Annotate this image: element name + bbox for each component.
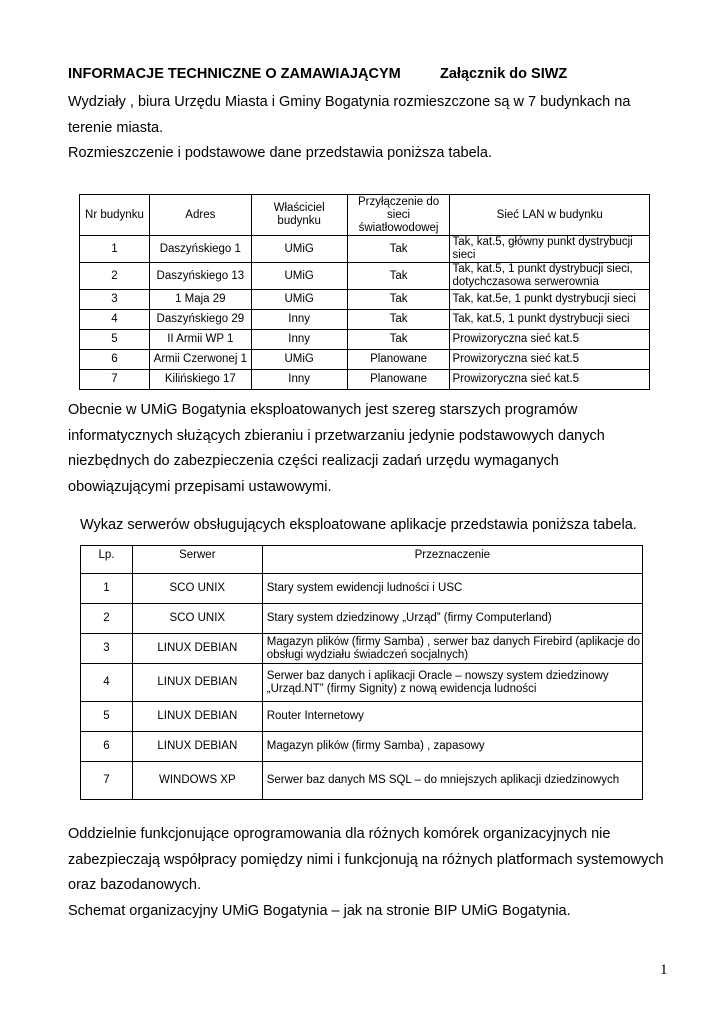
table-row bbox=[81, 574, 643, 604]
column-header: Przeznaczenie bbox=[262, 546, 642, 574]
table-header-row bbox=[81, 546, 643, 574]
table-cell: 5 bbox=[80, 330, 150, 350]
table-cell: Planowane bbox=[347, 370, 450, 390]
table-cell: Inny bbox=[251, 330, 347, 350]
table-cell: Kilińskiego 17 bbox=[149, 370, 251, 390]
closing-line: Oddzielnie funkcjonujące oprogramowania dla różnych komórek organizacyjnych nie bbox=[68, 826, 611, 842]
table-cell: LINUX DEBIAN bbox=[132, 732, 262, 762]
table-cell: Tak bbox=[347, 310, 450, 330]
software-line: niezbędnych do zabezpieczenia części realizacji zadań urzędu wymaganych bbox=[68, 453, 559, 469]
closing-line: oraz bazodanowych. bbox=[68, 877, 201, 893]
servers-intro: Wykaz serwerów obsługujących eksploatowane aplikacje przedstawia poniższa tabela. bbox=[80, 517, 637, 533]
table-cell: Tak bbox=[347, 290, 450, 310]
buildings-table bbox=[79, 194, 650, 390]
table-cell: 7 bbox=[80, 370, 150, 390]
table-cell: Prowizoryczna sieć kat.5 bbox=[450, 370, 650, 390]
table-cell: 4 bbox=[80, 310, 150, 330]
column-header: Właściciel budynku bbox=[251, 195, 347, 236]
table-row bbox=[81, 702, 643, 732]
table-cell: Daszyńskiego 13 bbox=[149, 263, 251, 290]
table-row bbox=[81, 762, 643, 800]
table-cell: Tak, kat.5, 1 punkt dystrybucji sieci bbox=[450, 310, 650, 330]
table-row bbox=[80, 350, 650, 370]
table-cell: SCO UNIX bbox=[132, 574, 262, 604]
column-header: Adres bbox=[149, 195, 251, 236]
table-cell: 3 bbox=[81, 634, 133, 664]
table-cell: LINUX DEBIAN bbox=[132, 634, 262, 664]
table-header-row bbox=[80, 195, 650, 236]
table-cell: Inny bbox=[251, 310, 347, 330]
table-cell: UMiG bbox=[251, 263, 347, 290]
table-cell: 2 bbox=[81, 604, 133, 634]
table-cell: UMiG bbox=[251, 290, 347, 310]
table-cell: Prowizoryczna sieć kat.5 bbox=[450, 330, 650, 350]
table-cell: Tak, kat.5e, 1 punkt dystrybucji sieci bbox=[450, 290, 650, 310]
document-title: INFORMACJE TECHNICZNE O ZAMAWIAJĄCYM bbox=[68, 66, 401, 82]
table-row bbox=[80, 263, 650, 290]
table-cell: LINUX DEBIAN bbox=[132, 664, 262, 702]
table-cell: 7 bbox=[81, 762, 133, 800]
table-cell: 6 bbox=[80, 350, 150, 370]
document-heading bbox=[68, 66, 568, 82]
software-line: informatycznych służących zbieraniu i przetwarzaniu jedynie podstawowych danych bbox=[68, 427, 605, 444]
table-cell: 1 bbox=[81, 574, 133, 604]
closing-line: zabezpieczają współpracy pomiędzy nimi i funkcjonują na różnych platformach systemowych bbox=[68, 851, 664, 868]
table-row bbox=[80, 330, 650, 350]
table-cell: Tak bbox=[347, 263, 450, 290]
closing-line: Schemat organizacyjny UMiG Bogatynia – jak na stronie BIP UMiG Bogatynia. bbox=[68, 902, 571, 919]
table-cell: UMiG bbox=[251, 350, 347, 370]
column-header: Przyłączenie do sieci światłowodowej bbox=[347, 195, 450, 236]
table-row bbox=[80, 236, 650, 263]
page-number: 1 bbox=[660, 962, 668, 978]
column-header: Nr budynku bbox=[80, 195, 150, 236]
intro-line: Wydziały , biura Urzędu Miasta i Gminy Bogatynia rozmieszczone są w 7 budynkach na bbox=[68, 94, 631, 110]
intro-line: Rozmieszczenie i podstawowe dane przedstawia poniższa tabela. bbox=[68, 145, 492, 161]
software-line: Obecnie w UMiG Bogatynia eksploatowanych jest szereg starszych programów bbox=[68, 402, 578, 418]
table-row bbox=[81, 664, 643, 702]
table-row bbox=[80, 310, 650, 330]
table-row bbox=[80, 370, 650, 390]
table-cell: Armii Czerwonej 1 bbox=[149, 350, 251, 370]
servers-table bbox=[80, 545, 643, 800]
software-paragraph bbox=[68, 398, 605, 500]
table-cell: 5 bbox=[81, 702, 133, 732]
table-cell: WINDOWS XP bbox=[132, 762, 262, 800]
table-cell: 1 Maja 29 bbox=[149, 290, 251, 310]
table-cell: Magazyn plików (firmy Samba) , serwer baz danych Firebird (aplikacje do obsługi wydziału świadczeń socjalnych) bbox=[262, 634, 642, 664]
table-cell: Magazyn plików (firmy Samba) , zapasowy bbox=[262, 732, 642, 762]
table-cell: 4 bbox=[81, 664, 133, 702]
table-cell: Prowizoryczna sieć kat.5 bbox=[450, 350, 650, 370]
table-row bbox=[80, 290, 650, 310]
table-cell: Serwer baz danych i aplikacji Oracle – nowszy system dziedzinowy „Urząd.NT” (firmy Signity) z nową ewidencja ludności bbox=[262, 664, 642, 702]
intro-line: terenie miasta. bbox=[68, 119, 164, 136]
table-row bbox=[81, 732, 643, 762]
attachment-label: Załącznik do SIWZ bbox=[440, 66, 568, 82]
column-header: Lp. bbox=[81, 546, 133, 574]
software-line: obowiązującymi przepisami ustawowymi. bbox=[68, 478, 332, 495]
column-header: Sieć LAN w budynku bbox=[450, 195, 650, 236]
table-cell: Tak, kat.5, główny punkt dystrybucji sieci bbox=[450, 236, 650, 263]
table-cell: Tak, kat.5, 1 punkt dystrybucji sieci, dotychczasowa serwerownia bbox=[450, 263, 650, 290]
table-cell: LINUX DEBIAN bbox=[132, 702, 262, 732]
table-cell: Tak bbox=[347, 330, 450, 350]
table-cell: UMiG bbox=[251, 236, 347, 263]
table-cell: Stary system ewidencji ludności i USC bbox=[262, 574, 642, 604]
table-cell: SCO UNIX bbox=[132, 604, 262, 634]
table-cell: 3 bbox=[80, 290, 150, 310]
table-cell: Planowane bbox=[347, 350, 450, 370]
column-header: Serwer bbox=[132, 546, 262, 574]
table-cell: Inny bbox=[251, 370, 347, 390]
table-cell: Daszyńskiego 29 bbox=[149, 310, 251, 330]
table-cell: Stary system dziedzinowy „Urząd” (firmy Computerland) bbox=[262, 604, 642, 634]
table-row bbox=[81, 604, 643, 634]
table-cell: Serwer baz danych MS SQL – do mniejszych aplikacji dziedzinowych bbox=[262, 762, 642, 800]
table-cell: 6 bbox=[81, 732, 133, 762]
closing-paragraph bbox=[68, 822, 664, 924]
table-cell: 1 bbox=[80, 236, 150, 263]
table-row bbox=[81, 634, 643, 664]
table-cell: Daszyńskiego 1 bbox=[149, 236, 251, 263]
table-cell: Tak bbox=[347, 236, 450, 263]
table-cell: 2 bbox=[80, 263, 150, 290]
table-cell: II Armii WP 1 bbox=[149, 330, 251, 350]
table-cell: Router Internetowy bbox=[262, 702, 642, 732]
intro-paragraph bbox=[68, 90, 630, 167]
